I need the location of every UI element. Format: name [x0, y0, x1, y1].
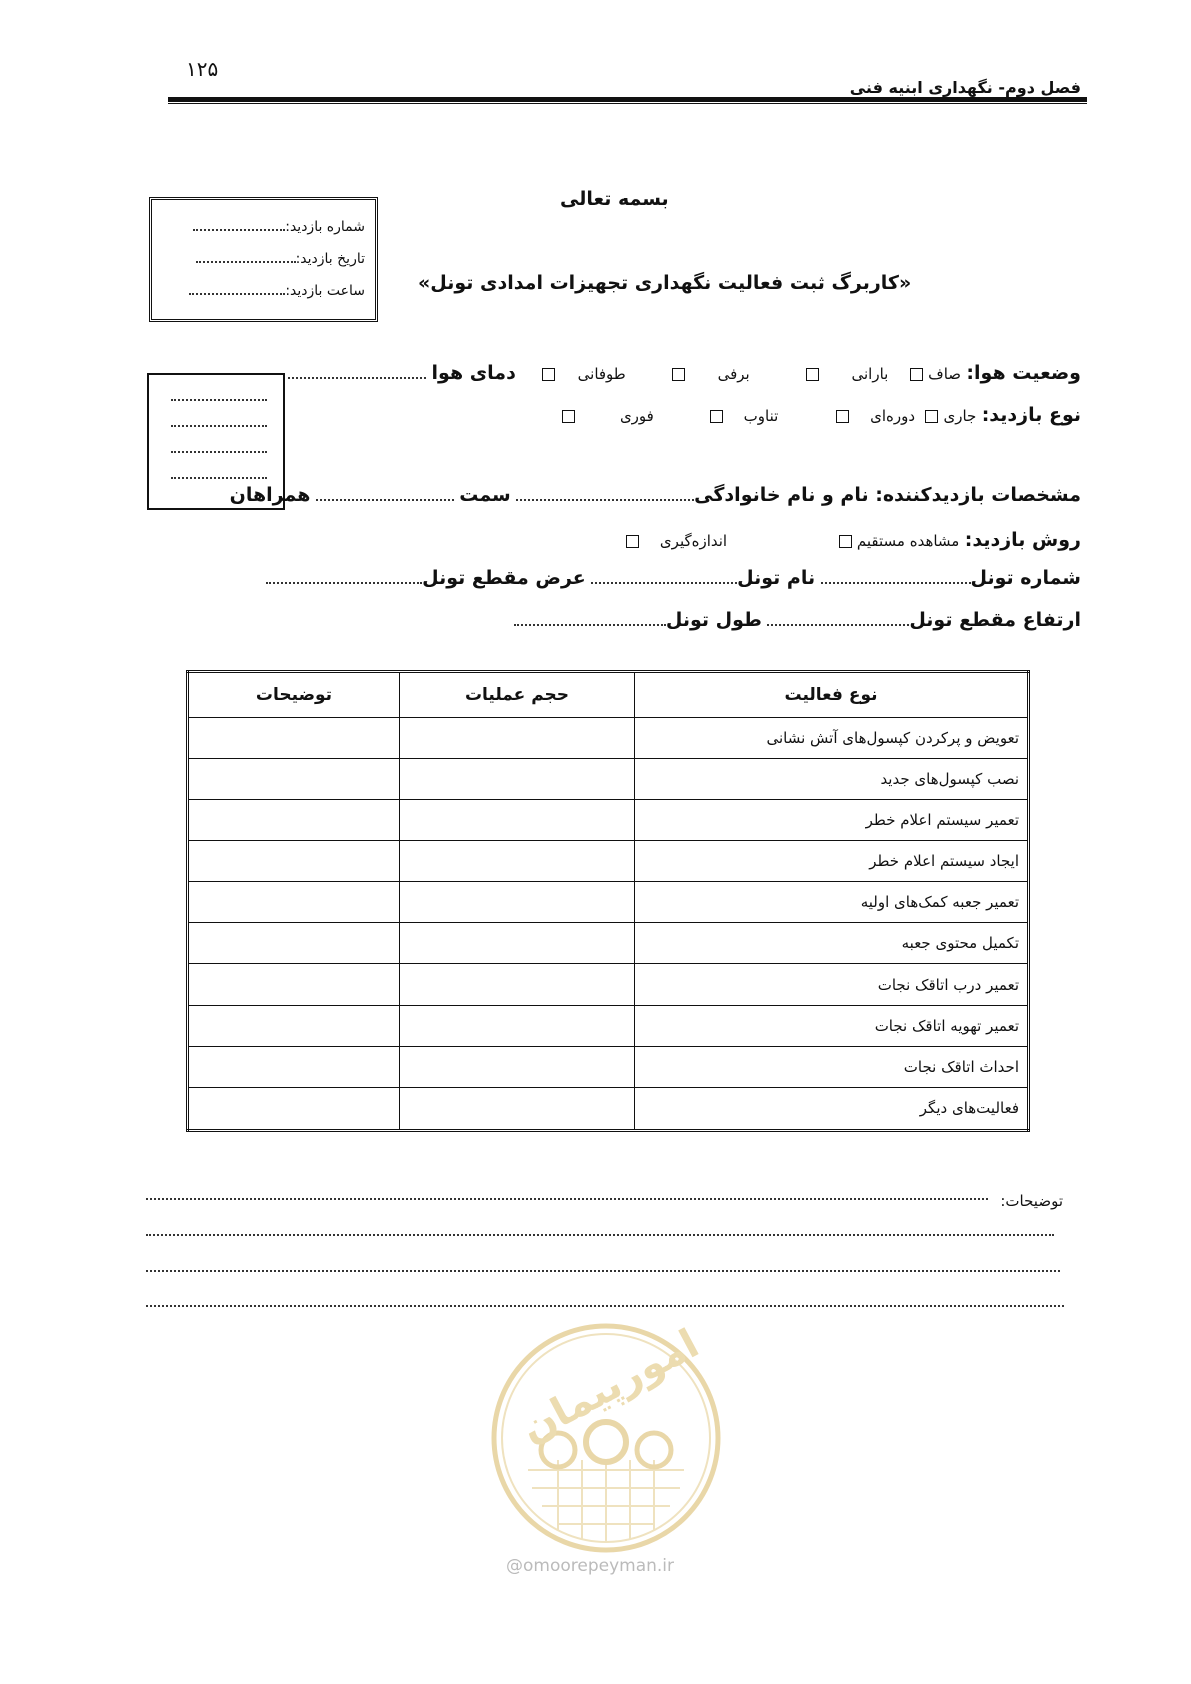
companions-label: همراهان — [229, 484, 311, 506]
activity-cell: ایجاد سیستم اعلام خطر — [635, 841, 1029, 882]
volume-cell[interactable] — [400, 800, 635, 841]
visit-time-field[interactable] — [189, 282, 285, 295]
visit-method-option-measurement: اندازه‌گیری — [659, 532, 728, 550]
tunnel-width-field[interactable] — [266, 568, 422, 584]
description-cell[interactable] — [188, 718, 400, 759]
side-note-line[interactable] — [171, 451, 267, 453]
visit-number-row — [193, 218, 365, 235]
volume-cell[interactable] — [400, 718, 635, 759]
side-note-line[interactable] — [171, 477, 267, 479]
table-row — [188, 759, 1029, 800]
tunnel-name-label: نام تونل — [737, 567, 816, 589]
chapter-title: فصل دوم- نگهداری ابنیه فنی — [849, 78, 1081, 97]
weather-row — [288, 362, 1081, 384]
checkbox[interactable] — [925, 410, 938, 423]
visit-date-row — [196, 250, 365, 267]
tunnel-length-label: طول تونل — [665, 609, 762, 631]
visit-method-row — [621, 529, 1081, 551]
visit-method-label: روش بازدید: — [964, 529, 1081, 551]
description-cell[interactable] — [188, 923, 400, 964]
activity-cell: تعویض و پرکردن کپسول‌های آتش نشانی — [635, 718, 1029, 759]
weather-label: وضعیت هوا: — [966, 362, 1081, 384]
visit-number-label: شماره بازدید: — [285, 219, 365, 236]
description-cell[interactable] — [188, 1087, 400, 1130]
column-header-activity-type: نوع فعالیت — [635, 672, 1029, 718]
side-note-line[interactable] — [171, 399, 267, 401]
visit-date-label: تاریخ بازدید: — [295, 251, 365, 268]
checkbox[interactable] — [839, 535, 852, 548]
volume-cell[interactable] — [400, 923, 635, 964]
description-cell[interactable] — [188, 882, 400, 923]
weather-option-rainy: بارانی — [851, 365, 889, 383]
notes-line[interactable] — [146, 1305, 1064, 1307]
description-cell[interactable] — [188, 759, 400, 800]
visit-type-option-periodic: دوره‌ای — [870, 407, 916, 425]
visit-type-label: نوع بازدید: — [981, 404, 1081, 426]
table-header-row — [188, 672, 1029, 718]
visit-info-box — [149, 197, 378, 322]
table-row — [188, 882, 1029, 923]
visit-type-option-urgent: فوری — [619, 407, 654, 425]
tunnel-number-field[interactable] — [821, 568, 971, 584]
description-cell[interactable] — [188, 1046, 400, 1087]
side-note-line[interactable] — [171, 425, 267, 427]
watermark-logo-text: امورپیمان — [513, 1320, 707, 1453]
visitor-position-label: سمت — [459, 484, 511, 506]
activity-cell: نصب کپسول‌های جدید — [635, 759, 1029, 800]
activity-cell: تعمیر جعبه کمک‌های اولیه — [635, 882, 1029, 923]
visit-type-option-routine: جاری — [943, 407, 977, 425]
volume-cell[interactable] — [400, 759, 635, 800]
table-row — [188, 964, 1029, 1005]
activities-table — [186, 670, 1030, 1132]
table-row — [188, 841, 1029, 882]
volume-cell[interactable] — [400, 964, 635, 1005]
volume-cell[interactable] — [400, 1005, 635, 1046]
checkbox[interactable] — [910, 368, 923, 381]
checkbox[interactable] — [562, 410, 575, 423]
checkbox[interactable] — [672, 368, 685, 381]
watermark-seal-icon — [488, 1320, 724, 1556]
column-header-volume: حجم عملیات — [400, 672, 635, 718]
visit-date-field[interactable] — [196, 250, 296, 263]
checkbox[interactable] — [806, 368, 819, 381]
notes-line[interactable] — [146, 1270, 1060, 1272]
tunnel-id-row — [266, 567, 1081, 589]
basmala: بسمه تعالی — [560, 188, 669, 210]
activity-cell: فعالیت‌های دیگر — [635, 1087, 1029, 1130]
tunnel-number-label: شماره تونل — [970, 567, 1081, 589]
weather-option-snowy: برفی — [717, 365, 750, 383]
checkbox[interactable] — [710, 410, 723, 423]
description-cell[interactable] — [188, 1005, 400, 1046]
visitor-position-field[interactable] — [316, 485, 454, 501]
form-title: «کاربرگ ثبت فعالیت نگهداری تجهیزات امدادی تونل» — [418, 272, 912, 294]
visitor-name-label: مشخصات بازدیدکننده: نام و نام خانوادگی — [694, 484, 1081, 506]
description-cell[interactable] — [188, 964, 400, 1005]
visit-number-field[interactable] — [193, 218, 285, 231]
activity-cell: تعمیر تهویه اتاقک نجات — [635, 1005, 1029, 1046]
tunnel-length-field[interactable] — [514, 610, 666, 626]
visitor-row — [230, 484, 1081, 506]
activity-cell: تعمیر درب اتاقک نجات — [635, 964, 1029, 1005]
checkbox[interactable] — [542, 368, 555, 381]
visit-type-option-interval: تناوب — [743, 407, 779, 425]
table-row — [188, 718, 1029, 759]
visit-method-option-direct: مشاهده مستقیم — [856, 532, 960, 550]
tunnel-size-row — [514, 609, 1081, 631]
notes-line[interactable] — [146, 1198, 988, 1200]
activity-cell: تعمیر سیستم اعلام خطر — [635, 800, 1029, 841]
volume-cell[interactable] — [400, 1046, 635, 1087]
volume-cell[interactable] — [400, 882, 635, 923]
weather-option-clear: صاف — [928, 365, 962, 383]
tunnel-height-field[interactable] — [767, 610, 909, 626]
watermark-site: @omoorepeyman.ir — [506, 1556, 675, 1576]
header-rule-thin — [168, 103, 1087, 104]
column-header-description: توضیحات — [188, 672, 400, 718]
notes-line[interactable] — [146, 1234, 1054, 1236]
visit-time-row — [189, 282, 365, 299]
description-cell[interactable] — [188, 841, 400, 882]
temperature-label: دمای هوا — [431, 362, 516, 384]
watermark-logo — [488, 1320, 724, 1556]
checkbox[interactable] — [626, 535, 639, 548]
volume-cell[interactable] — [400, 841, 635, 882]
table-row — [188, 1046, 1029, 1087]
tunnel-width-label: عرض مقطع تونل — [422, 567, 586, 589]
table-row — [188, 1087, 1029, 1130]
description-cell[interactable] — [188, 800, 400, 841]
temperature-field[interactable] — [288, 363, 426, 379]
volume-cell[interactable] — [400, 1087, 635, 1130]
checkbox[interactable] — [836, 410, 849, 423]
tunnel-height-label: ارتفاع مقطع تونل — [909, 609, 1081, 631]
visit-type-row — [557, 404, 1081, 426]
tunnel-name-field[interactable] — [591, 568, 737, 584]
weather-option-stormy: طوفانی — [577, 365, 626, 383]
visit-time-label: ساعت بازدید: — [285, 283, 365, 300]
header-rule — [168, 97, 1087, 102]
page-number: ۱۲۵ — [186, 57, 219, 81]
table-row — [188, 923, 1029, 964]
activity-cell: تکمیل محتوی جعبه — [635, 923, 1029, 964]
table-row — [188, 800, 1029, 841]
visitor-name-field[interactable] — [516, 485, 694, 501]
table-row — [188, 1005, 1029, 1046]
notes-label: توضیحات: — [1000, 1192, 1063, 1210]
activity-cell: احداث اتاقک نجات — [635, 1046, 1029, 1087]
